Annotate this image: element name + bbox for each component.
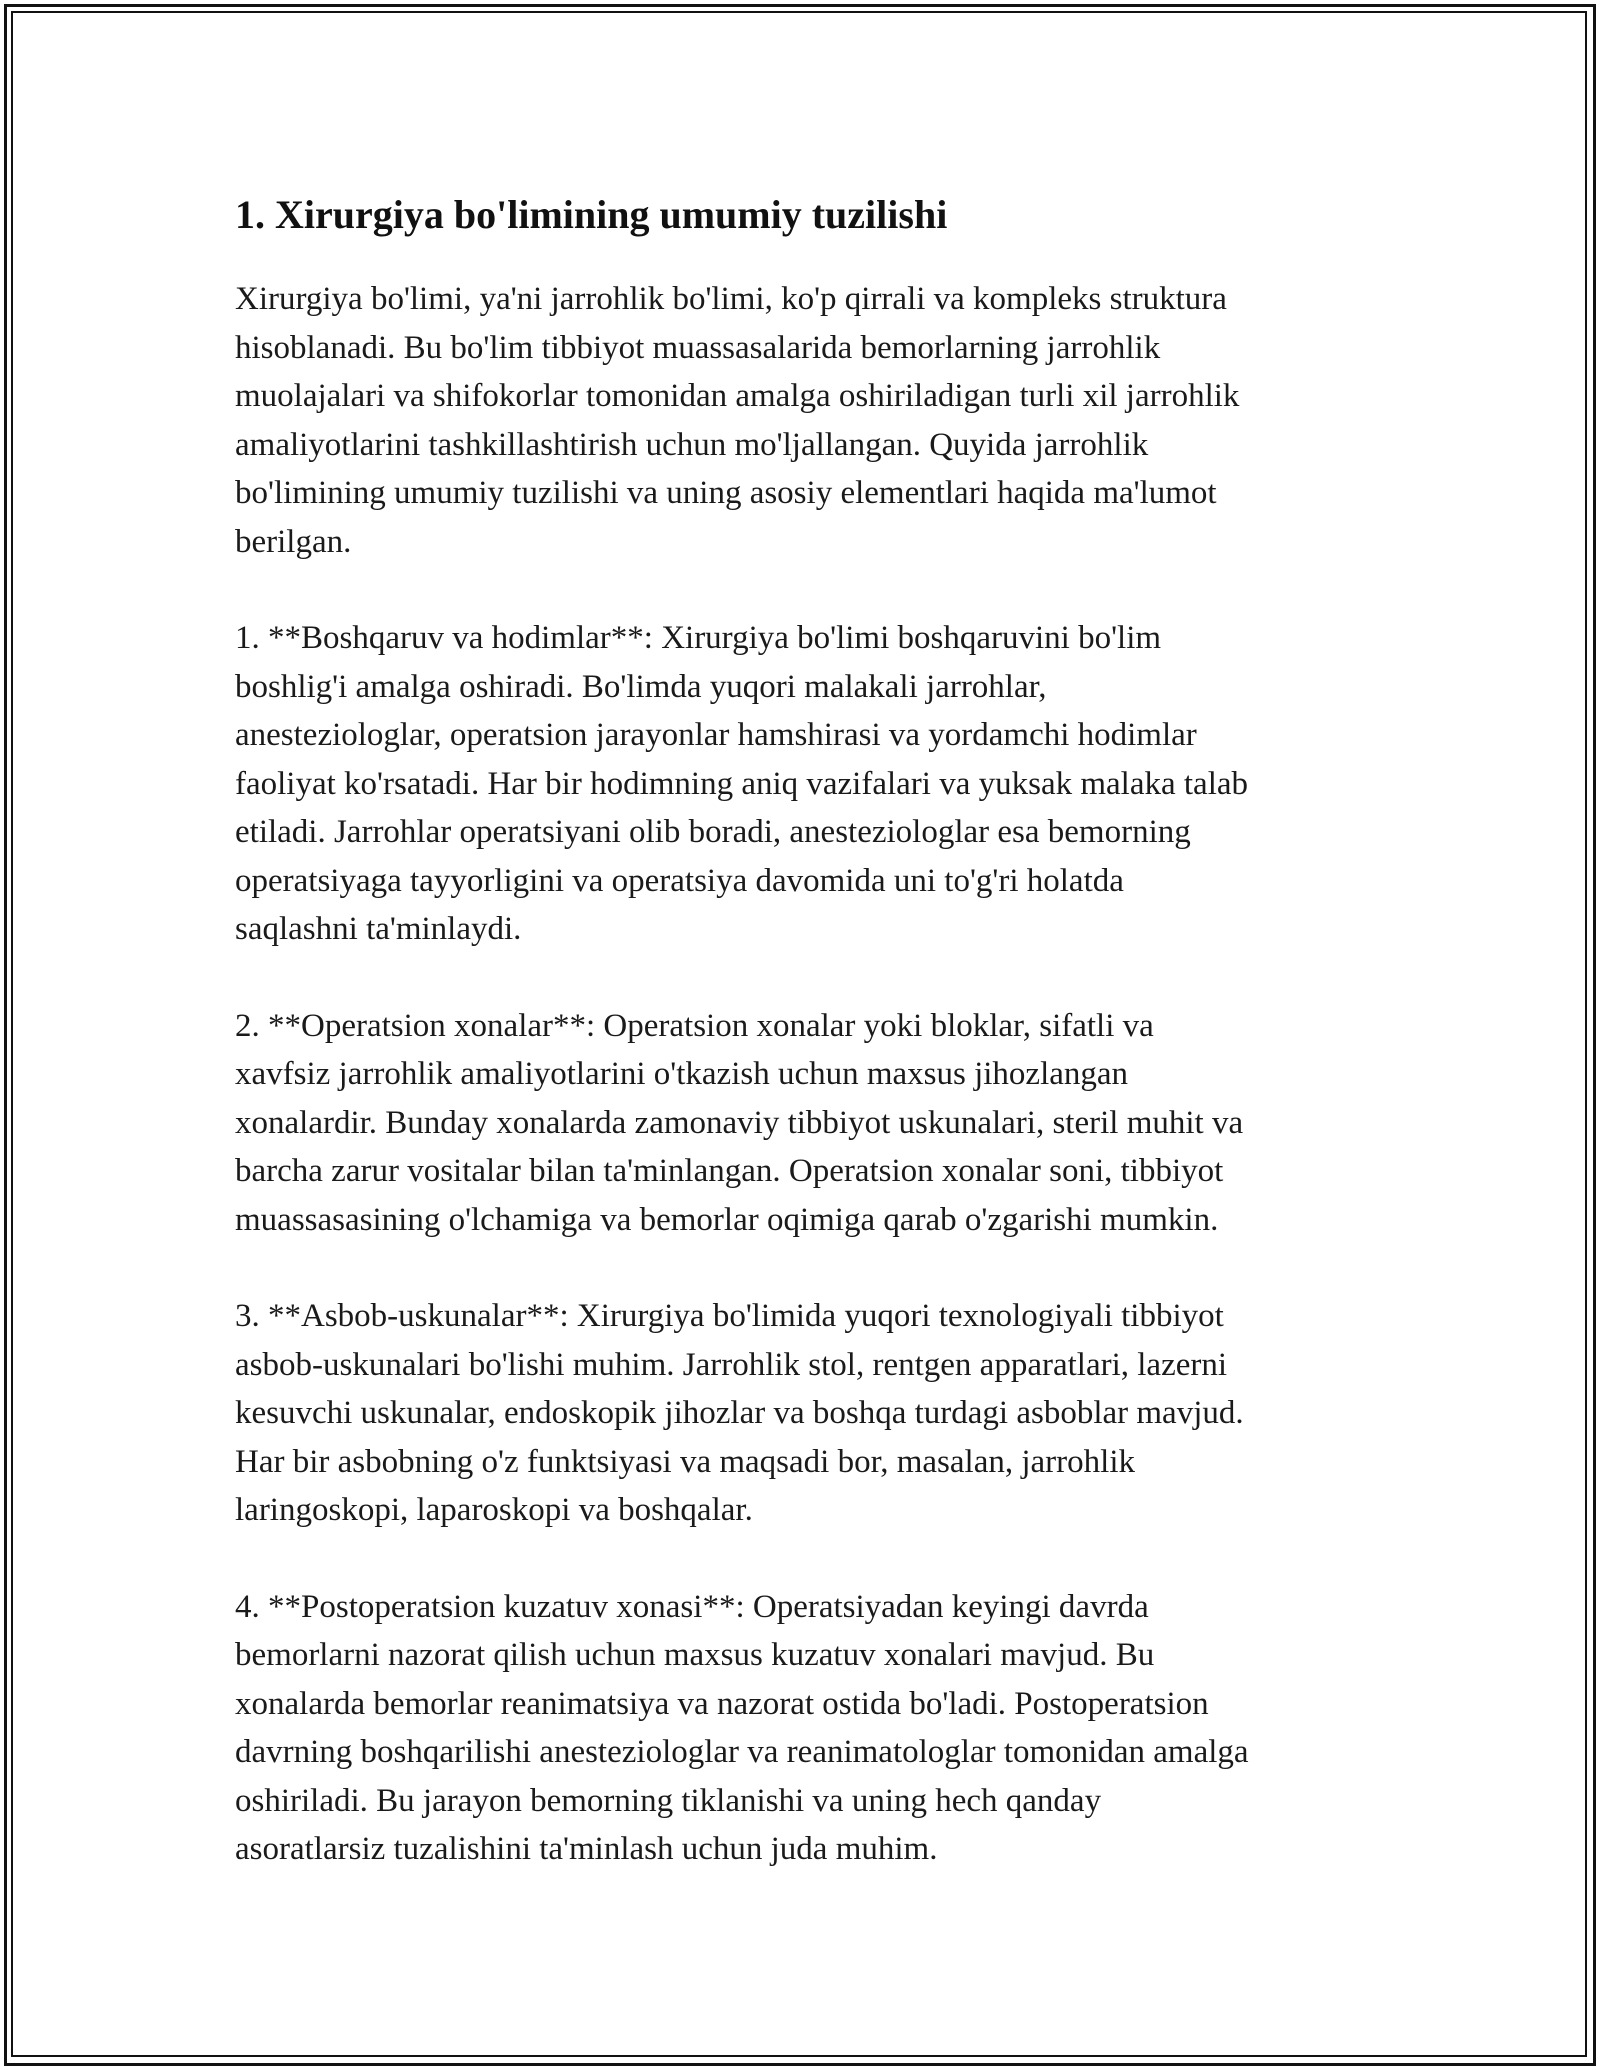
intro-paragraph: Xirurgiya bo'limi, ya'ni jarrohlik bo'limi, ko'p qirrali va kompleks struktura hisoblanadi. Bu bo'lim tibbiyot muassasalarida bemorlarning jarrohlik muolajalari va shifokorlar tomonidan amalga oshiriladigan turli xil jarrohlik amaliyotlarini tashkillashtirish uchun mo'ljallangan. Quyida jarrohlik bo'limining umumiy tuzilishi va uning asosiy elementlari haqida ma'lumot berilgan. — [235, 281, 1240, 560]
document-body — [235, 185, 1375, 1922]
section-asbob-uskunalar-paragraph: 3. **Asbob-uskunalar**: Xirurgiya bo'limida yuqori texnologiyali tibbiyot asbob-uskunalari bo'lishi muhim. Jarrohlik stol, rentgen apparatlari, lazerni kesuvchi uskunalar, endoskopik jihozlar va boshqa turdagi asboblar mavjud. Har bir asbobning o'z funktsiyasi va maqsadi bor, masalan, jarrohlik laringoskopi, laparoskopi va boshqalar. — [235, 1298, 1244, 1528]
document-title: 1. Xirurgiya bo'limining umumiy tuzilishi — [235, 192, 948, 237]
section-boshqaruv-paragraph: 1. **Boshqaruv va hodimlar**: Xirurgiya bo'limi boshqaruvini bo'lim boshlig'i amalga oshiradi. Bo'limda yuqori malakali jarrohlar, anesteziologlar, operatsion jarayonlar hamshirasi va yordamchi hodimlar faoliyat ko'rsatadi. Har bir hodimning aniq vazifalari va yuksak malaka talab etiladi. Jarrohlar operatsiyani olib boradi, anesteziologlar esa bemorning operatsiyaga tayyorligini va operatsiya davomida uni to'g'ri holatda saqlashni ta'minlaydi. — [235, 620, 1249, 947]
section-postoperatsion-paragraph: 4. **Postoperatsion kuzatuv xonasi**: Operatsiyadan keyingi davrda bemorlarni nazorat qilish uchun maxsus kuzatuv xonalari mavjud. Bu xonalarda bemorlar reanimatsiya va nazorat ostida bo'ladi. Postoperatsion davrning boshqarilishi anesteziologlar va reanimatologlar tomonidan amalga oshiriladi. Bu jarayon bemorning tiklanishi va uning hech qanday asoratlarsiz tuzalishini ta'minlash uchun juda muhim. — [235, 1588, 1249, 1867]
section-operatsion-xonalar-paragraph: 2. **Operatsion xonalar**: Operatsion xonalar yoki bloklar, sifatli va xavfsiz jarrohlik amaliyotlarini o'tkazish uchun maxsus jihozlangan xonalardir. Bunday xonalarda zamonaviy tibbiyot uskunalari, steril muhit va barcha zarur vositalar bilan ta'minlangan. Operatsion xonalar soni, tibbiyot muassasasining o'lchamiga va bemorlar oqimiga qarab o'zgarishi mumkin. — [235, 1007, 1244, 1238]
